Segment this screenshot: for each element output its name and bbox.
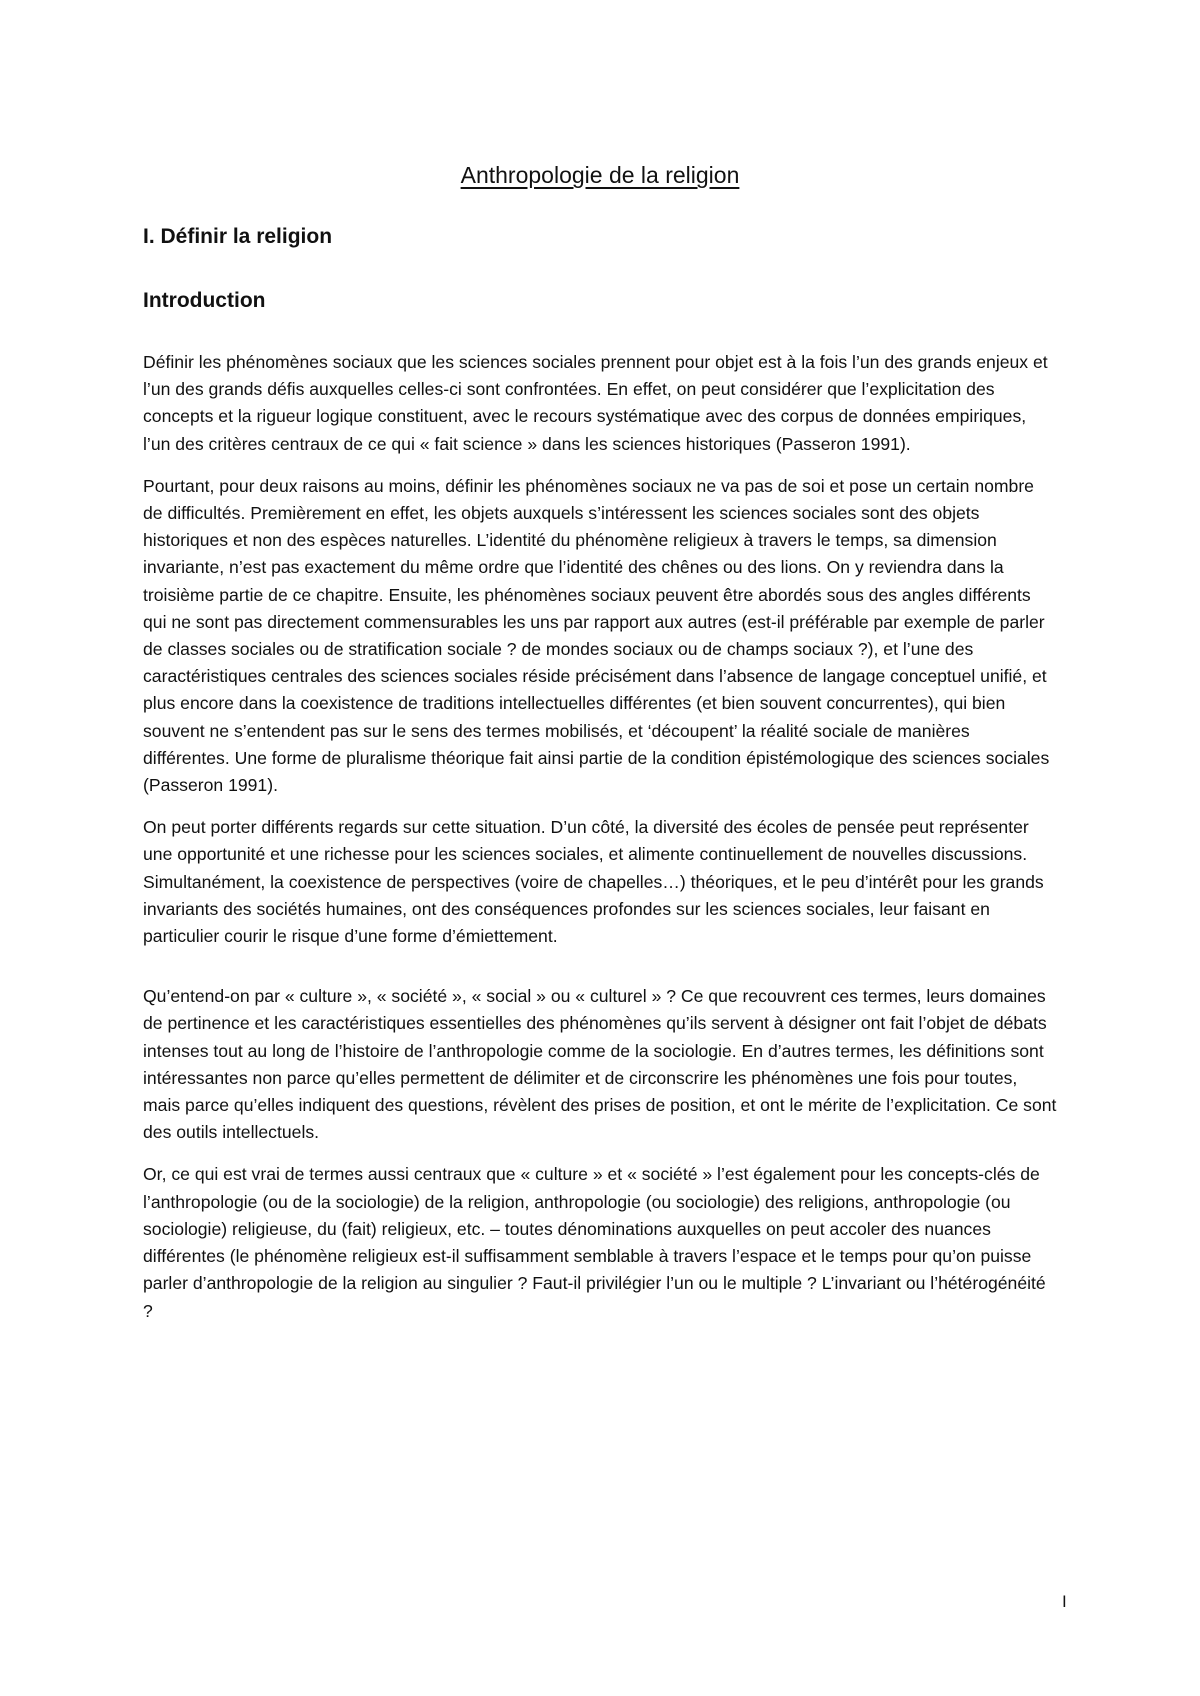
paragraph: On peut porter différents regards sur cette situation. D’un côté, la diversité des écoles de pensée peut représenter une opportunité et une richesse pour les sciences sociales, et alimente continuellement de nouvelles discussions. Simultanément, la coexistence de perspectives (voire de chapelles…) théoriques, et le peu d’intérêt pour les grands invariants des sociétés humaines, ont des conséquences profondes sur les sciences sociales, leur faisant en particulier courir le risque d’une forme d’émiettement. bbox=[143, 817, 1044, 947]
section-heading: I. Définir la religion bbox=[143, 225, 333, 248]
paragraph: Or, ce qui est vrai de termes aussi centraux que « culture » et « société » l’est également pour les concepts-clés de l’anthropologie (ou de la sociologie) de la religion, anthropologie (ou sociologie) des religions, anthropologie (ou sociologie) religieuse, du (fait) religieux, etc. – toutes dénominations auxquelles on peut accoler des nuances différentes (le phénomène religieux est-il suffisamment semblable à travers l’espace et le temps pour qu’on puisse parler d’anthropologie de la religion au singulier ? Faut-il privilégier l’un ou le multiple ? L’invariant ou l’hétérogénéité ? bbox=[143, 1164, 1046, 1321]
page-number: I bbox=[1062, 1592, 1067, 1611]
paragraph: Pourtant, pour deux raisons au moins, définir les phénomènes sociaux ne va pas de soi et pose un certain nombre de difficultés. Premièrement en effet, les objets auxquels s’intéressent les sciences sociales sont des objets historiques et non des espèces naturelles. L’identité du phénomène religieux à travers le temps, sa dimension invariante, n’est pas exactement du même ordre que l’identité des chênes ou des lions. On y reviendra dans la troisième partie de ce chapitre. Ensuite, les phénomènes sociaux peuvent être abordés sous des angles différents qui ne sont pas directement commensurables les uns par rapport aux autres (est-il préférable par exemple de parler de classes sociales ou de stratification sociale ? de mondes sociaux ou de champs sociaux ?), et l’une des caractéristiques centrales des sciences sociales réside précisément dans l’absence de langage conceptuel unifié, et plus encore dans la coexistence de traditions intellectuelles différentes (et bien souvent concurrentes), qui bien souvent ne s’entendent pas sur le sens des termes mobilisés, et ‘découpent’ la réalité sociale de manières différentes. Une forme de pluralisme théorique fait ainsi partie de la condition épistémologique des sciences sociales (Passeron 1991). bbox=[143, 475, 1050, 796]
body-text bbox=[143, 349, 1058, 1340]
paragraph: Qu’entend-on par « culture », « société », « social » ou « culturel » ? Ce que recouvrent ces termes, leurs domaines de pertinence et les caractéristiques essentielles des phénomènes qu’ils servent à désigner ont fait l’objet de débats intenses tout au long de l’histoire de l’anthropologie comme de la sociologie. En d’autres termes, les définitions sont intéressantes non parce qu’elles permettent de délimiter et de circonscrire les phénomènes une fois pour toutes, mais parce qu’elles indiquent des questions, révèlent des prises de position, et ont le mérite de l’explicitation. Ce sont des outils intellectuels. bbox=[143, 986, 1057, 1143]
document-title: Anthropologie de la religion bbox=[460, 162, 740, 188]
subsection-heading: Introduction bbox=[143, 289, 266, 312]
paragraph: Définir les phénomènes sociaux que les sciences sociales prennent pour objet est à la fois l’un des grands enjeux et l’un des grands défis auxquelles celles-ci sont confrontées. En effet, on peut considérer que l’explicitation des concepts et la rigueur logique constituent, avec le recours systématique avec des corpus de données empiriques, l’un des critères centraux de ce qui « fait science » dans les sciences historiques (Passeron 1991). bbox=[143, 352, 1048, 454]
